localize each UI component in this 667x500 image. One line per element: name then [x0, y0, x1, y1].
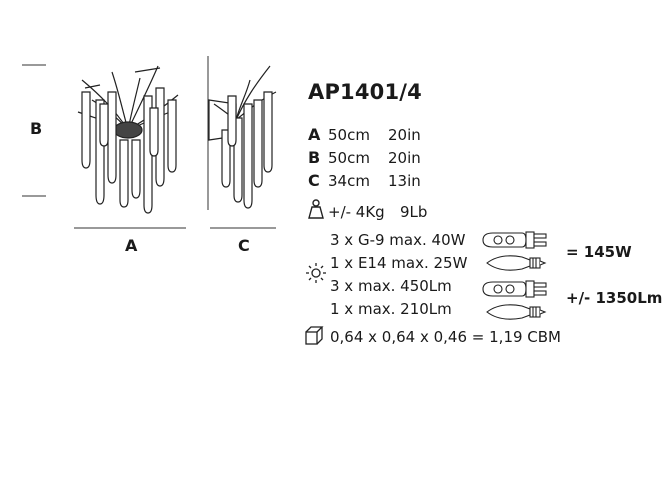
weight-kg: +/- 4Kg — [328, 203, 385, 221]
dimension-label-a: A — [125, 236, 138, 255]
dimension-inch: 20in — [388, 126, 421, 144]
weight-row — [328, 203, 427, 221]
lamp-line-4: 1 x max. 210Lm — [330, 300, 452, 318]
sun-icon — [306, 263, 326, 283]
lamp-line-2: 1 x E14 max. 25W — [330, 254, 468, 272]
packaging-volume: 0,64 x 0,64 x 0,46 = 1,19 CBM — [330, 328, 561, 346]
box-icon — [306, 327, 322, 344]
dimension-row-c — [308, 171, 421, 190]
total-lumen: +/- 1350Lm — [566, 289, 663, 307]
e14-candle-bulb-icon — [487, 256, 545, 270]
dimension-cm: 50cm — [328, 149, 370, 167]
dimension-label-b: B — [30, 119, 43, 138]
dimension-cm: 34cm — [328, 172, 370, 190]
lamp-line-1: 3 x G-9 max. 40W — [330, 231, 466, 249]
dimension-row-a — [308, 125, 421, 144]
dimension-cm: 50cm — [328, 126, 370, 144]
e14-candle-bulb-icon-2 — [487, 305, 545, 319]
dimension-inch: 20in — [388, 149, 421, 167]
weight-icon — [309, 200, 323, 218]
front-view-fixture — [78, 66, 178, 213]
side-view-fixture — [209, 66, 276, 208]
g9-bulb-icon-2 — [483, 281, 546, 297]
total-power: = 145W — [566, 243, 632, 261]
lamp-line-3: 3 x max. 450Lm — [330, 277, 452, 295]
g9-bulb-icon — [483, 232, 546, 248]
dimension-label-c: C — [238, 236, 250, 255]
weight-lb: 9Lb — [400, 203, 428, 221]
dimension-key: A — [308, 125, 321, 144]
model-code: AP1401/4 — [308, 80, 422, 104]
dimension-row-b — [308, 148, 421, 167]
dimension-key: B — [308, 148, 321, 167]
dimension-inch: 13in — [388, 172, 421, 190]
dimension-key: C — [308, 171, 320, 190]
